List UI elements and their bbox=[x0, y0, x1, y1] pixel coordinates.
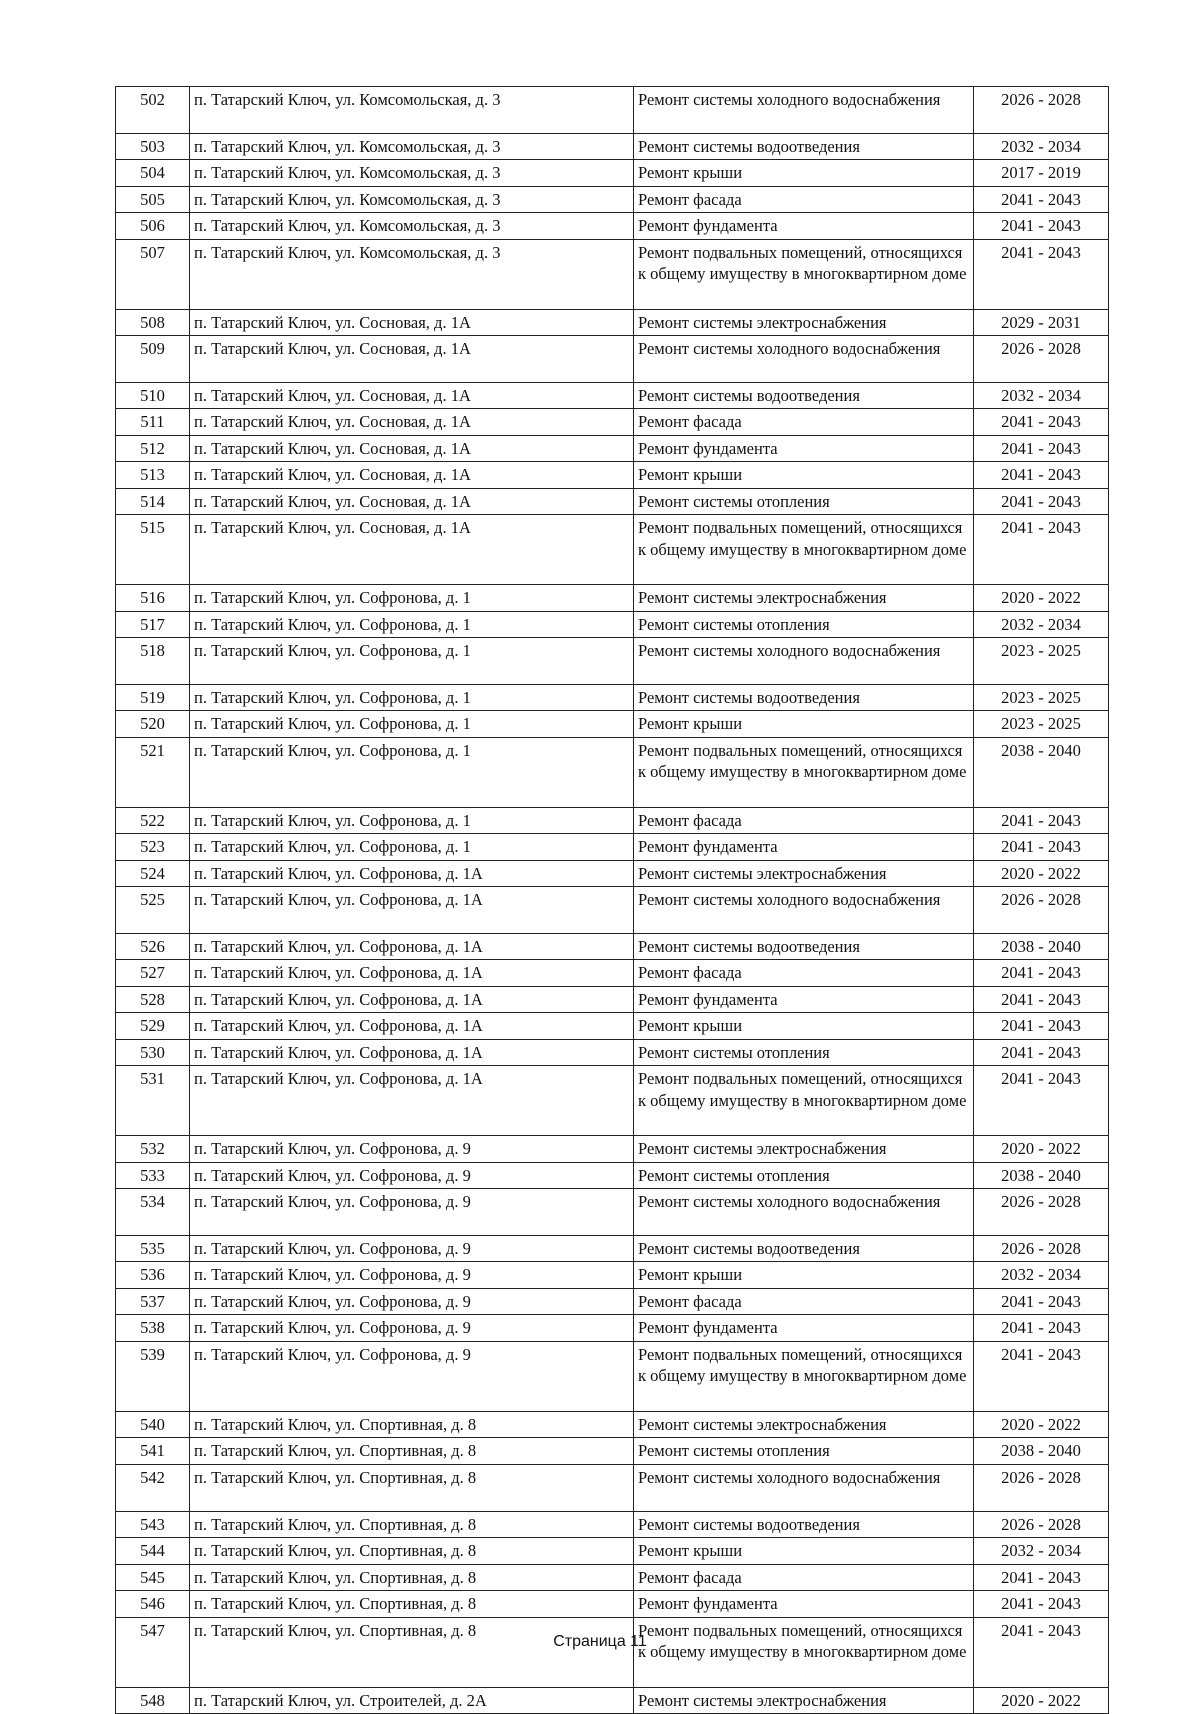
address-cell: п. Татарский Ключ, ул. Софронова, д. 1 bbox=[190, 611, 634, 638]
row-number-cell: 502 bbox=[116, 87, 190, 134]
address-cell: п. Татарский Ключ, ул. Спортивная, д. 8 bbox=[190, 1438, 634, 1465]
work-type-cell: Ремонт системы водоотведения bbox=[634, 133, 974, 160]
table-row bbox=[116, 488, 1109, 515]
period-cell: 2038 - 2040 bbox=[974, 737, 1109, 807]
work-type-cell: Ремонт фундамента bbox=[634, 986, 974, 1013]
row-number-cell: 518 bbox=[116, 638, 190, 685]
address-cell: п. Татарский Ключ, ул. Сосновая, д. 1А bbox=[190, 309, 634, 336]
row-number-cell: 513 bbox=[116, 462, 190, 489]
period-cell: 2041 - 2043 bbox=[974, 1013, 1109, 1040]
address-cell: п. Татарский Ключ, ул. Спортивная, д. 8 bbox=[190, 1538, 634, 1565]
address-cell: п. Татарский Ключ, ул. Софронова, д. 1 bbox=[190, 711, 634, 738]
table-row bbox=[116, 133, 1109, 160]
row-number-cell: 521 bbox=[116, 737, 190, 807]
work-type-cell: Ремонт системы электроснабжения bbox=[634, 860, 974, 887]
address-cell: п. Татарский Ключ, ул. Сосновая, д. 1А bbox=[190, 515, 634, 585]
period-cell: 2023 - 2025 bbox=[974, 711, 1109, 738]
table-row bbox=[116, 1235, 1109, 1262]
address-cell: п. Татарский Ключ, ул. Софронова, д. 1А bbox=[190, 933, 634, 960]
table-row bbox=[116, 1617, 1109, 1687]
table-row bbox=[116, 1511, 1109, 1538]
address-cell: п. Татарский Ключ, ул. Комсомольская, д. 3 bbox=[190, 87, 634, 134]
period-cell: 2041 - 2043 bbox=[974, 1591, 1109, 1618]
table-row bbox=[116, 239, 1109, 309]
work-type-cell: Ремонт системы холодного водоснабжения bbox=[634, 1464, 974, 1511]
work-type-cell: Ремонт фундамента bbox=[634, 1591, 974, 1618]
period-cell: 2041 - 2043 bbox=[974, 239, 1109, 309]
address-cell: п. Татарский Ключ, ул. Сосновая, д. 1А bbox=[190, 336, 634, 383]
period-cell: 2041 - 2043 bbox=[974, 488, 1109, 515]
period-cell: 2026 - 2028 bbox=[974, 336, 1109, 383]
work-type-cell: Ремонт фундамента bbox=[634, 435, 974, 462]
period-cell: 2026 - 2028 bbox=[974, 1235, 1109, 1262]
period-cell: 2032 - 2034 bbox=[974, 382, 1109, 409]
table-row bbox=[116, 737, 1109, 807]
table-row bbox=[116, 1538, 1109, 1565]
work-type-cell: Ремонт системы электроснабжения bbox=[634, 1411, 974, 1438]
address-cell: п. Татарский Ключ, ул. Софронова, д. 1 bbox=[190, 834, 634, 861]
table-row bbox=[116, 1315, 1109, 1342]
work-type-cell: Ремонт крыши bbox=[634, 1013, 974, 1040]
row-number-cell: 526 bbox=[116, 933, 190, 960]
row-number-cell: 547 bbox=[116, 1617, 190, 1687]
period-cell: 2041 - 2043 bbox=[974, 834, 1109, 861]
period-cell: 2020 - 2022 bbox=[974, 1687, 1109, 1714]
period-cell: 2041 - 2043 bbox=[974, 1066, 1109, 1136]
table-row bbox=[116, 986, 1109, 1013]
work-type-cell: Ремонт крыши bbox=[634, 1538, 974, 1565]
period-cell: 2041 - 2043 bbox=[974, 515, 1109, 585]
row-number-cell: 509 bbox=[116, 336, 190, 383]
period-cell: 2038 - 2040 bbox=[974, 1438, 1109, 1465]
row-number-cell: 508 bbox=[116, 309, 190, 336]
work-type-cell: Ремонт системы водоотведения bbox=[634, 684, 974, 711]
address-cell: п. Татарский Ключ, ул. Сосновая, д. 1А bbox=[190, 382, 634, 409]
period-cell: 2041 - 2043 bbox=[974, 1315, 1109, 1342]
row-number-cell: 532 bbox=[116, 1136, 190, 1163]
work-type-cell: Ремонт фасада bbox=[634, 1288, 974, 1315]
row-number-cell: 523 bbox=[116, 834, 190, 861]
period-cell: 2038 - 2040 bbox=[974, 933, 1109, 960]
period-cell: 2032 - 2034 bbox=[974, 133, 1109, 160]
address-cell: п. Татарский Ключ, ул. Спортивная, д. 8 bbox=[190, 1617, 634, 1687]
row-number-cell: 534 bbox=[116, 1189, 190, 1236]
row-number-cell: 515 bbox=[116, 515, 190, 585]
address-cell: п. Татарский Ключ, ул. Софронова, д. 9 bbox=[190, 1341, 634, 1411]
table-row bbox=[116, 960, 1109, 987]
period-cell: 2041 - 2043 bbox=[974, 1564, 1109, 1591]
address-cell: п. Татарский Ключ, ул. Софронова, д. 1А bbox=[190, 860, 634, 887]
address-cell: п. Татарский Ключ, ул. Софронова, д. 9 bbox=[190, 1162, 634, 1189]
address-cell: п. Татарский Ключ, ул. Софронова, д. 1 bbox=[190, 684, 634, 711]
work-type-cell: Ремонт крыши bbox=[634, 160, 974, 187]
row-number-cell: 527 bbox=[116, 960, 190, 987]
address-cell: п. Татарский Ключ, ул. Комсомольская, д. 3 bbox=[190, 213, 634, 240]
work-type-cell: Ремонт подвальных помещений, относящихся к общему имуществу в многоквартирном доме bbox=[634, 1341, 974, 1411]
address-cell: п. Татарский Ключ, ул. Софронова, д. 1 bbox=[190, 585, 634, 612]
period-cell: 2041 - 2043 bbox=[974, 213, 1109, 240]
work-type-cell: Ремонт системы отопления bbox=[634, 488, 974, 515]
table-row bbox=[116, 515, 1109, 585]
address-cell: п. Татарский Ключ, ул. Сосновая, д. 1А bbox=[190, 409, 634, 436]
row-number-cell: 511 bbox=[116, 409, 190, 436]
period-cell: 2026 - 2028 bbox=[974, 1511, 1109, 1538]
address-cell: п. Татарский Ключ, ул. Сосновая, д. 1А bbox=[190, 435, 634, 462]
work-type-cell: Ремонт фундамента bbox=[634, 213, 974, 240]
period-cell: 2017 - 2019 bbox=[974, 160, 1109, 187]
work-type-cell: Ремонт подвальных помещений, относящихся к общему имуществу в многоквартирном доме bbox=[634, 1617, 974, 1687]
row-number-cell: 531 bbox=[116, 1066, 190, 1136]
row-number-cell: 548 bbox=[116, 1687, 190, 1714]
period-cell: 2020 - 2022 bbox=[974, 860, 1109, 887]
work-type-cell: Ремонт системы электроснабжения bbox=[634, 585, 974, 612]
table-row bbox=[116, 1591, 1109, 1618]
row-number-cell: 512 bbox=[116, 435, 190, 462]
period-cell: 2020 - 2022 bbox=[974, 1136, 1109, 1163]
period-cell: 2041 - 2043 bbox=[974, 1341, 1109, 1411]
work-type-cell: Ремонт фасада bbox=[634, 186, 974, 213]
address-cell: п. Татарский Ключ, ул. Комсомольская, д. 3 bbox=[190, 133, 634, 160]
period-cell: 2026 - 2028 bbox=[974, 1464, 1109, 1511]
address-cell: п. Татарский Ключ, ул. Спортивная, д. 8 bbox=[190, 1564, 634, 1591]
table-row bbox=[116, 887, 1109, 934]
row-number-cell: 516 bbox=[116, 585, 190, 612]
period-cell: 2041 - 2043 bbox=[974, 960, 1109, 987]
row-number-cell: 503 bbox=[116, 133, 190, 160]
row-number-cell: 517 bbox=[116, 611, 190, 638]
work-type-cell: Ремонт системы водоотведения bbox=[634, 1511, 974, 1538]
work-type-cell: Ремонт системы водоотведения bbox=[634, 1235, 974, 1262]
work-type-cell: Ремонт системы холодного водоснабжения bbox=[634, 336, 974, 383]
period-cell: 2041 - 2043 bbox=[974, 1617, 1109, 1687]
period-cell: 2026 - 2028 bbox=[974, 887, 1109, 934]
period-cell: 2041 - 2043 bbox=[974, 435, 1109, 462]
row-number-cell: 522 bbox=[116, 807, 190, 834]
work-type-cell: Ремонт фасада bbox=[634, 1564, 974, 1591]
row-number-cell: 533 bbox=[116, 1162, 190, 1189]
work-type-cell: Ремонт фундамента bbox=[634, 1315, 974, 1342]
work-type-cell: Ремонт системы холодного водоснабжения bbox=[634, 887, 974, 934]
table-row bbox=[116, 1288, 1109, 1315]
row-number-cell: 528 bbox=[116, 986, 190, 1013]
address-cell: п. Татарский Ключ, ул. Софронова, д. 9 bbox=[190, 1136, 634, 1163]
address-cell: п. Татарский Ключ, ул. Сосновая, д. 1А bbox=[190, 488, 634, 515]
work-type-cell: Ремонт системы отопления bbox=[634, 611, 974, 638]
address-cell: п. Татарский Ключ, ул. Спортивная, д. 8 bbox=[190, 1591, 634, 1618]
row-number-cell: 540 bbox=[116, 1411, 190, 1438]
work-type-cell: Ремонт системы отопления bbox=[634, 1039, 974, 1066]
address-cell: п. Татарский Ключ, ул. Спортивная, д. 8 bbox=[190, 1511, 634, 1538]
table-row bbox=[116, 585, 1109, 612]
table-row bbox=[116, 336, 1109, 383]
address-cell: п. Татарский Ключ, ул. Спортивная, д. 8 bbox=[190, 1464, 634, 1511]
row-number-cell: 505 bbox=[116, 186, 190, 213]
repair-schedule-table bbox=[115, 86, 1109, 1714]
table-row bbox=[116, 860, 1109, 887]
period-cell: 2041 - 2043 bbox=[974, 409, 1109, 436]
period-cell: 2023 - 2025 bbox=[974, 684, 1109, 711]
work-type-cell: Ремонт системы электроснабжения bbox=[634, 309, 974, 336]
row-number-cell: 519 bbox=[116, 684, 190, 711]
address-cell: п. Татарский Ключ, ул. Строителей, д. 2А bbox=[190, 1687, 634, 1714]
row-number-cell: 536 bbox=[116, 1262, 190, 1289]
address-cell: п. Татарский Ключ, ул. Софронова, д. 1А bbox=[190, 887, 634, 934]
row-number-cell: 507 bbox=[116, 239, 190, 309]
row-number-cell: 506 bbox=[116, 213, 190, 240]
work-type-cell: Ремонт подвальных помещений, относящихся к общему имуществу в многоквартирном доме bbox=[634, 737, 974, 807]
table-row bbox=[116, 1066, 1109, 1136]
table-row bbox=[116, 160, 1109, 187]
period-cell: 2041 - 2043 bbox=[974, 1039, 1109, 1066]
period-cell: 2041 - 2043 bbox=[974, 986, 1109, 1013]
address-cell: п. Татарский Ключ, ул. Комсомольская, д. 3 bbox=[190, 239, 634, 309]
period-cell: 2041 - 2043 bbox=[974, 186, 1109, 213]
address-cell: п. Татарский Ключ, ул. Комсомольская, д. 3 bbox=[190, 160, 634, 187]
address-cell: п. Татарский Ключ, ул. Софронова, д. 9 bbox=[190, 1288, 634, 1315]
table-row bbox=[116, 409, 1109, 436]
work-type-cell: Ремонт системы холодного водоснабжения bbox=[634, 638, 974, 685]
table-row bbox=[116, 711, 1109, 738]
table-row bbox=[116, 213, 1109, 240]
period-cell: 2020 - 2022 bbox=[974, 1411, 1109, 1438]
work-type-cell: Ремонт крыши bbox=[634, 462, 974, 489]
work-type-cell: Ремонт фасада bbox=[634, 960, 974, 987]
address-cell: п. Татарский Ключ, ул. Софронова, д. 1А bbox=[190, 986, 634, 1013]
row-number-cell: 541 bbox=[116, 1438, 190, 1465]
address-cell: п. Татарский Ключ, ул. Софронова, д. 9 bbox=[190, 1189, 634, 1236]
row-number-cell: 530 bbox=[116, 1039, 190, 1066]
work-type-cell: Ремонт крыши bbox=[634, 1262, 974, 1289]
table-row bbox=[116, 309, 1109, 336]
table-body bbox=[116, 87, 1109, 1714]
table-row bbox=[116, 1039, 1109, 1066]
work-type-cell: Ремонт системы отопления bbox=[634, 1438, 974, 1465]
period-cell: 2026 - 2028 bbox=[974, 87, 1109, 134]
table-row bbox=[116, 1136, 1109, 1163]
table-row bbox=[116, 834, 1109, 861]
work-type-cell: Ремонт крыши bbox=[634, 711, 974, 738]
row-number-cell: 514 bbox=[116, 488, 190, 515]
table-row bbox=[116, 1013, 1109, 1040]
address-cell: п. Татарский Ключ, ул. Софронова, д. 9 bbox=[190, 1315, 634, 1342]
address-cell: п. Татарский Ключ, ул. Софронова, д. 1 bbox=[190, 737, 634, 807]
address-cell: п. Татарский Ключ, ул. Сосновая, д. 1А bbox=[190, 462, 634, 489]
period-cell: 2038 - 2040 bbox=[974, 1162, 1109, 1189]
work-type-cell: Ремонт системы электроснабжения bbox=[634, 1136, 974, 1163]
period-cell: 2041 - 2043 bbox=[974, 462, 1109, 489]
table-row bbox=[116, 807, 1109, 834]
row-number-cell: 524 bbox=[116, 860, 190, 887]
table-row bbox=[116, 1262, 1109, 1289]
period-cell: 2026 - 2028 bbox=[974, 1189, 1109, 1236]
row-number-cell: 544 bbox=[116, 1538, 190, 1565]
address-cell: п. Татарский Ключ, ул. Софронова, д. 1А bbox=[190, 1013, 634, 1040]
work-type-cell: Ремонт системы водоотведения bbox=[634, 382, 974, 409]
row-number-cell: 546 bbox=[116, 1591, 190, 1618]
work-type-cell: Ремонт подвальных помещений, относящихся к общему имуществу в многоквартирном доме bbox=[634, 1066, 974, 1136]
table-row bbox=[116, 186, 1109, 213]
table-row bbox=[116, 1464, 1109, 1511]
row-number-cell: 545 bbox=[116, 1564, 190, 1591]
table-row bbox=[116, 382, 1109, 409]
address-cell: п. Татарский Ключ, ул. Софронова, д. 9 bbox=[190, 1262, 634, 1289]
table-row bbox=[116, 1564, 1109, 1591]
row-number-cell: 535 bbox=[116, 1235, 190, 1262]
page-number: Страница 11 bbox=[553, 1633, 647, 1650]
period-cell: 2041 - 2043 bbox=[974, 807, 1109, 834]
table-row bbox=[116, 933, 1109, 960]
table-row bbox=[116, 1341, 1109, 1411]
row-number-cell: 529 bbox=[116, 1013, 190, 1040]
row-number-cell: 520 bbox=[116, 711, 190, 738]
work-type-cell: Ремонт системы электроснабжения bbox=[634, 1687, 974, 1714]
table-row bbox=[116, 435, 1109, 462]
row-number-cell: 504 bbox=[116, 160, 190, 187]
table-row bbox=[116, 611, 1109, 638]
table-row bbox=[116, 1162, 1109, 1189]
period-cell: 2041 - 2043 bbox=[974, 1288, 1109, 1315]
period-cell: 2029 - 2031 bbox=[974, 309, 1109, 336]
row-number-cell: 543 bbox=[116, 1511, 190, 1538]
row-number-cell: 510 bbox=[116, 382, 190, 409]
work-type-cell: Ремонт системы холодного водоснабжения bbox=[634, 87, 974, 134]
period-cell: 2032 - 2034 bbox=[974, 1538, 1109, 1565]
work-type-cell: Ремонт фундамента bbox=[634, 834, 974, 861]
address-cell: п. Татарский Ключ, ул. Софронова, д. 1А bbox=[190, 1039, 634, 1066]
row-number-cell: 542 bbox=[116, 1464, 190, 1511]
address-cell: п. Татарский Ключ, ул. Комсомольская, д. 3 bbox=[190, 186, 634, 213]
table-row bbox=[116, 462, 1109, 489]
period-cell: 2032 - 2034 bbox=[974, 1262, 1109, 1289]
work-type-cell: Ремонт фасада bbox=[634, 807, 974, 834]
address-cell: п. Татарский Ключ, ул. Софронова, д. 1А bbox=[190, 960, 634, 987]
table-row bbox=[116, 1687, 1109, 1714]
work-type-cell: Ремонт системы отопления bbox=[634, 1162, 974, 1189]
work-type-cell: Ремонт фасада bbox=[634, 409, 974, 436]
table-row bbox=[116, 1189, 1109, 1236]
work-type-cell: Ремонт подвальных помещений, относящихся к общему имуществу в многоквартирном доме bbox=[634, 515, 974, 585]
address-cell: п. Татарский Ключ, ул. Софронова, д. 1 bbox=[190, 638, 634, 685]
period-cell: 2020 - 2022 bbox=[974, 585, 1109, 612]
table-row bbox=[116, 638, 1109, 685]
row-number-cell: 538 bbox=[116, 1315, 190, 1342]
row-number-cell: 539 bbox=[116, 1341, 190, 1411]
row-number-cell: 525 bbox=[116, 887, 190, 934]
period-cell: 2032 - 2034 bbox=[974, 611, 1109, 638]
period-cell: 2023 - 2025 bbox=[974, 638, 1109, 685]
table-row bbox=[116, 1411, 1109, 1438]
address-cell: п. Татарский Ключ, ул. Софронова, д. 1А bbox=[190, 1066, 634, 1136]
address-cell: п. Татарский Ключ, ул. Софронова, д. 9 bbox=[190, 1235, 634, 1262]
address-cell: п. Татарский Ключ, ул. Спортивная, д. 8 bbox=[190, 1411, 634, 1438]
work-type-cell: Ремонт системы холодного водоснабжения bbox=[634, 1189, 974, 1236]
table-row bbox=[116, 684, 1109, 711]
table-row bbox=[116, 87, 1109, 134]
work-type-cell: Ремонт системы водоотведения bbox=[634, 933, 974, 960]
table-row bbox=[116, 1438, 1109, 1465]
row-number-cell: 537 bbox=[116, 1288, 190, 1315]
work-type-cell: Ремонт подвальных помещений, относящихся к общему имуществу в многоквартирном доме bbox=[634, 239, 974, 309]
address-cell: п. Татарский Ключ, ул. Софронова, д. 1 bbox=[190, 807, 634, 834]
